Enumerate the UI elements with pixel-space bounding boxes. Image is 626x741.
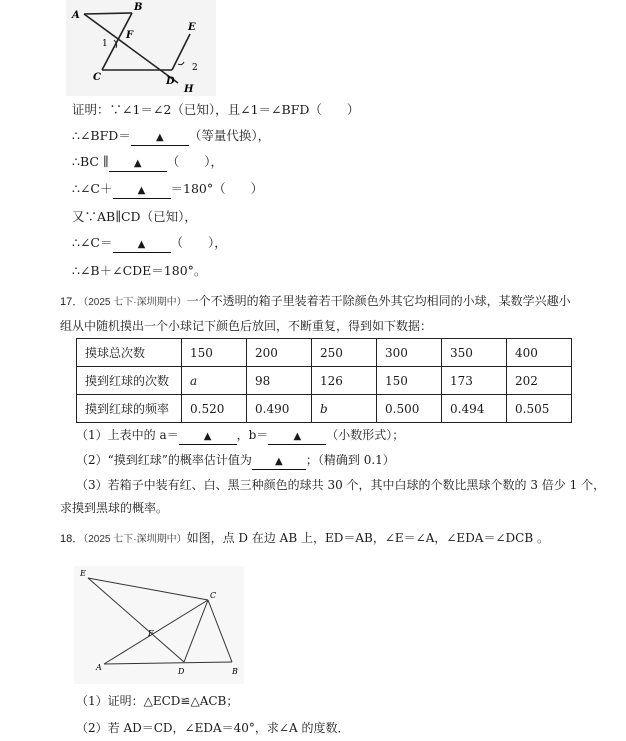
point-label: B — [134, 2, 143, 13]
figure-2-svg — [74, 566, 244, 684]
proof-line-7: ∴∠B＋∠CDE＝180°。 — [72, 263, 207, 278]
point-label: C — [93, 72, 101, 83]
table-cell: 0.500 — [377, 395, 442, 423]
geometry-figure-2 — [74, 566, 244, 684]
point-label: D — [178, 667, 185, 676]
table-cell: 300 — [377, 339, 442, 367]
proof-line-6: ∴∠C＝ ▲ （ ）， — [72, 235, 227, 253]
q17-data-table — [76, 338, 572, 423]
q17-sub-3-cont: 求摸到黑球的概率。 — [60, 501, 169, 515]
proof-line-2: ∴∠BFD＝ ▲ （等量代换）， — [72, 128, 270, 146]
table-cell: 150 — [182, 339, 247, 367]
q17-sub-3: （3）若箱子中装有红、白、黑三种颜色的球共 30 个，其中白球的个数比黑球个数的 3 倍少 1 个， — [76, 478, 606, 492]
table-cell: 0.494 — [442, 395, 507, 423]
figure-1-svg — [66, 0, 216, 96]
q17-sub-2: （2）“摸到红球”的概率估计值为 ▲ ；（精确到 0.1） — [76, 452, 395, 470]
proof-line-4: ∴∠C＋ ▲ ＝180°（ ） — [72, 181, 263, 199]
table-cell: 0.520 — [182, 395, 247, 423]
table-cell: 400 — [507, 339, 572, 367]
point-label: E — [188, 22, 196, 33]
table-cell: 350 — [442, 339, 507, 367]
table-cell: 126 — [312, 367, 377, 395]
answer-blank[interactable]: ▲ — [113, 182, 171, 199]
point-label: F — [148, 629, 154, 638]
answer-blank[interactable]: ▲ — [113, 236, 171, 253]
point-label: C — [210, 591, 217, 600]
q17-sub-1: （1）上表中的 a＝ ▲ ，b＝ ▲ （小数形式）； — [76, 427, 404, 445]
table-row — [77, 395, 572, 423]
q18-sub-1: （1）证明：△ECD≌△ACB； — [76, 694, 239, 708]
angle-label: 1 — [102, 39, 108, 49]
point-label: H — [184, 84, 194, 95]
q18-sub-2: （2）若 AD＝CD，∠EDA＝40°，求∠A 的度数． — [76, 721, 350, 735]
table-cell: 0.490 — [247, 395, 312, 423]
q17-line-1: 17．（2025 七下·深圳期中）一个不透明的箱子里装着若干除颜色外其它均相同的小球，某数学兴趣小 — [60, 294, 571, 308]
table-row-header: 摸到红球的频率 — [77, 395, 182, 423]
table-row — [77, 339, 572, 367]
point-label: B — [232, 667, 238, 676]
point-label: A — [72, 10, 80, 21]
table-cell: a — [182, 367, 247, 395]
angle-label: 2 — [192, 63, 198, 73]
point-label: A — [96, 663, 102, 672]
answer-blank-a[interactable]: ▲ — [179, 428, 237, 445]
table-cell: 150 — [377, 367, 442, 395]
table-row — [77, 367, 572, 395]
point-label: F — [126, 30, 134, 41]
answer-blank[interactable]: ▲ — [131, 129, 189, 146]
point-label: D — [166, 76, 175, 87]
table-cell: b — [312, 395, 377, 423]
answer-blank[interactable]: ▲ — [252, 453, 306, 470]
table-cell: 98 — [247, 367, 312, 395]
table-cell: 200 — [247, 339, 312, 367]
proof-line-1: 证明：∵∠1＝∠2（已知），且∠1＝∠BFD（ ） — [72, 102, 360, 117]
table-row-header: 摸到红球的次数 — [77, 367, 182, 395]
table-row-header: 摸球总次数 — [77, 339, 182, 367]
proof-line-5: 又∵AB∥CD（已知）， — [72, 209, 197, 224]
table-cell: 202 — [507, 367, 572, 395]
geometry-figure-1 — [66, 0, 216, 96]
q17-line-2: 组从中随机摸出一个小球记下颜色后放回，不断重复，得到如下数据： — [60, 319, 433, 333]
answer-blank[interactable]: ▲ — [109, 155, 167, 172]
proof-line-3: ∴BC ∥ ▲ （ ）， — [72, 154, 223, 172]
point-label: E — [80, 569, 86, 578]
table-cell: 250 — [312, 339, 377, 367]
answer-blank-b[interactable]: ▲ — [268, 428, 326, 445]
table-cell: 0.505 — [507, 395, 572, 423]
table-cell: 173 — [442, 367, 507, 395]
q18-line-1: 18．（2025 七下·深圳期中）如图，点 D 在边 AB 上，ED＝AB，∠E＝∠A，∠EDA＝∠DCB 。 — [60, 531, 549, 545]
